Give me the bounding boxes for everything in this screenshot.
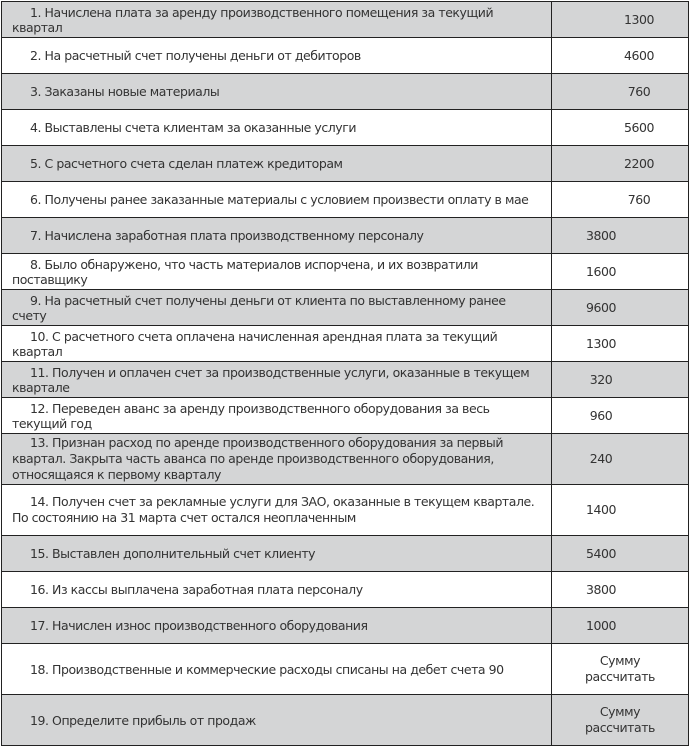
transaction-description: 3. Заказаны новые материалы (30, 84, 220, 99)
transaction-description-cell (2, 572, 552, 608)
transaction-description: 15. Выставлен дополнительный счет клиенту (30, 546, 316, 561)
table-row (2, 434, 689, 485)
transaction-description-cell (2, 146, 552, 182)
transaction-amount: 5600 (623, 119, 654, 135)
table-row (2, 695, 689, 746)
transaction-amount-cell (551, 608, 688, 644)
transaction-amount-cell (551, 326, 688, 362)
transaction-description: 16. Из кассы выплачена заработная плата персоналу (30, 582, 363, 597)
transaction-amount: 2200 (623, 155, 654, 171)
transaction-description-cell (2, 644, 552, 695)
table-row (2, 74, 689, 110)
transaction-amount-cell (551, 38, 688, 74)
transaction-description-cell (2, 290, 552, 326)
transaction-amount: 240 (589, 451, 613, 466)
table-row (2, 362, 689, 398)
table-row (2, 608, 689, 644)
transaction-amount-cell (551, 2, 688, 38)
transaction-amount: Сумму рассчитать (585, 653, 655, 684)
transaction-amount-cell (551, 644, 688, 695)
table-row (2, 398, 689, 434)
table-row (2, 536, 689, 572)
table-row (2, 110, 689, 146)
transaction-amount-cell (551, 218, 688, 254)
transaction-description: 6. Получены ранее заказанные материалы с условием произвести оплату в мае (30, 192, 529, 207)
table-row (2, 290, 689, 326)
transaction-amount-cell (551, 146, 688, 182)
transaction-description-cell (2, 38, 552, 74)
transaction-description-cell (2, 74, 552, 110)
transaction-description-cell (2, 536, 552, 572)
transaction-description: 8. Было обнаружено, что часть материалов испорчена, и их возвратили поставщику (12, 256, 478, 287)
transaction-amount-cell (551, 182, 688, 218)
transaction-amount: Сумму рассчитать (585, 704, 655, 735)
transaction-description-cell (2, 110, 552, 146)
transaction-amount: 960 (589, 407, 613, 423)
table-row (2, 326, 689, 362)
table-row (2, 2, 689, 38)
transaction-description-cell (2, 398, 552, 434)
transaction-amount-cell (551, 536, 688, 572)
transaction-description: 7. Начислена заработная плата производственному персоналу (30, 228, 424, 243)
table-row (2, 254, 689, 290)
transaction-amount-cell (551, 572, 688, 608)
transaction-amount-cell (551, 254, 688, 290)
transaction-amount: 9600 (585, 299, 616, 315)
transaction-description: 11. Получен и оплачен счет за производственные услуги, оказанные в текущем квартале (12, 364, 530, 395)
transactions-table (1, 1, 689, 746)
transaction-amount: 1300 (623, 11, 654, 27)
table-row (2, 38, 689, 74)
transaction-amount-cell (551, 290, 688, 326)
transaction-description: 2. На расчетный счет получены деньги от дебиторов (30, 48, 361, 63)
transaction-amount: 1400 (585, 502, 616, 517)
table-row (2, 182, 689, 218)
transaction-description-cell (2, 362, 552, 398)
transaction-description-cell (2, 434, 552, 485)
transaction-amount: 1600 (585, 263, 616, 279)
transaction-amount-cell (551, 74, 688, 110)
transaction-amount-cell (551, 398, 688, 434)
transaction-description-cell (2, 695, 552, 746)
transaction-amount: 760 (627, 191, 651, 207)
transaction-amount-cell (551, 485, 688, 536)
transaction-amount-cell (551, 110, 688, 146)
transaction-description: 4. Выставлены счета клиентам за оказанные услуги (30, 120, 357, 135)
transaction-amount: 3800 (585, 227, 616, 243)
table-row (2, 572, 689, 608)
transaction-description: 9. На расчетный счет получены деньги от клиента по выставленному ранее счету (12, 292, 506, 323)
transaction-amount-cell (551, 434, 688, 485)
transaction-amount: 320 (589, 371, 613, 387)
transaction-description: 13. Признан расход по аренде производственного оборудования за первый квартал. Закрыта часть аванса по аренде производственного оборудования, относящаяся к первому кварталу (12, 435, 504, 482)
table-row (2, 485, 689, 536)
transaction-description-cell (2, 254, 552, 290)
transaction-amount: 5400 (585, 545, 616, 561)
transaction-description-cell (2, 2, 552, 38)
transaction-description-cell (2, 608, 552, 644)
table-row (2, 218, 689, 254)
transaction-amount: 3800 (585, 581, 616, 597)
transaction-amount-cell (551, 695, 688, 746)
transaction-description-cell (2, 485, 552, 536)
transaction-description: 12. Переведен аванс за аренду производственного оборудования за весь текущий год (12, 400, 490, 431)
transaction-description: 19. Определите прибыль от продаж (30, 712, 256, 728)
transaction-amount: 760 (627, 83, 651, 99)
transaction-description: 17. Начислен износ производственного оборудования (30, 618, 368, 633)
transaction-description-cell (2, 182, 552, 218)
transactions-table-body (2, 2, 689, 746)
transaction-description: 5. С расчетного счета сделан платеж кредиторам (30, 156, 343, 171)
transaction-amount: 1000 (585, 617, 616, 633)
transaction-description-cell (2, 218, 552, 254)
table-row (2, 644, 689, 695)
transaction-amount-cell (551, 362, 688, 398)
transaction-description-cell (2, 326, 552, 362)
transaction-amount: 4600 (623, 47, 654, 63)
transaction-description: 18. Производственные и коммерческие расходы списаны на дебет счета 90 (30, 661, 504, 677)
table-row (2, 146, 689, 182)
transaction-amount: 1300 (585, 335, 616, 351)
transaction-description: 10. С расчетного счета оплачена начисленная арендная плата за текущий квартал (12, 328, 498, 359)
transaction-description: 14. Получен счет за рекламные услуги для ЗАО, оказанные в текущем квартале. По состоянию на 31 марта счет остался неоплаченным (12, 494, 535, 525)
transaction-description: 1. Начислена плата за аренду производственного помещения за текущий квартал (12, 4, 494, 35)
